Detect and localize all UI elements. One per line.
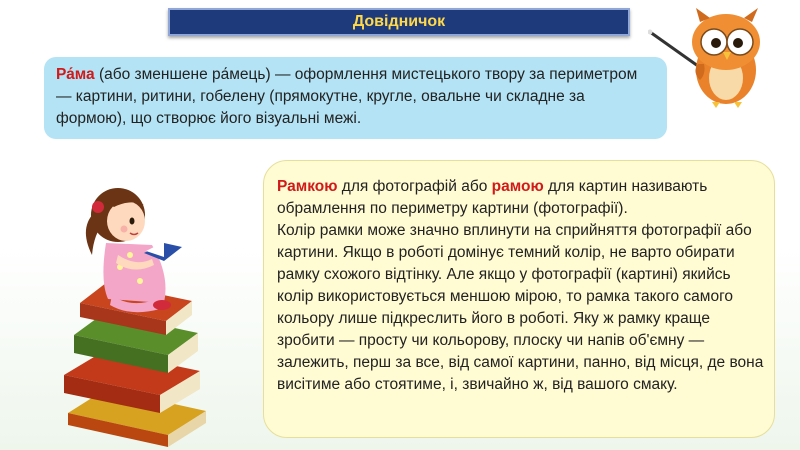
page-title-text: Довідничок (352, 13, 446, 30)
info-term-rama: рамою (491, 178, 544, 195)
info-text-2: для картин називають обрамлення по периметру картини (фотографії). (277, 178, 708, 217)
info-paragraph: Колір рамки може значно вплинути на сприйняття фотографії або картини. Якщо в роботі домінує темний колір, не варто обирати рамку схожого відтінку. Але якщо у фотографії (картині) якийсь колір використовується меншою мірою, то рамка такого самого кольору лише підкреслить його в роботі. Яку ж рамку краще зробити — просту чи кольорову, плоску чи напів об'ємну — залежить, перш за все, від самої картини, панно, від місця, де вона висітиме або стоятиме, і, звичайно ж, від вашого смаку. (277, 222, 764, 393)
info-text-1: для фотографій або (337, 178, 492, 195)
info-term-ramka: Рамкою (277, 178, 338, 195)
definition-box (44, 57, 667, 139)
info-box (263, 160, 775, 438)
definition-text: (або зменшене ра́мець) — оформлення мистецького твору за периметром — картини, ритини, гобелену (прямокутне, кругле, овальне чи складне за формою), що створює його візуальні межі. (56, 66, 638, 127)
girl-reading-on-books-icon (60, 163, 210, 448)
info-intro (277, 176, 764, 220)
page-title (168, 8, 630, 36)
definition-term: Ра́ма (56, 66, 95, 83)
owl-teacher-icon (648, 4, 766, 110)
